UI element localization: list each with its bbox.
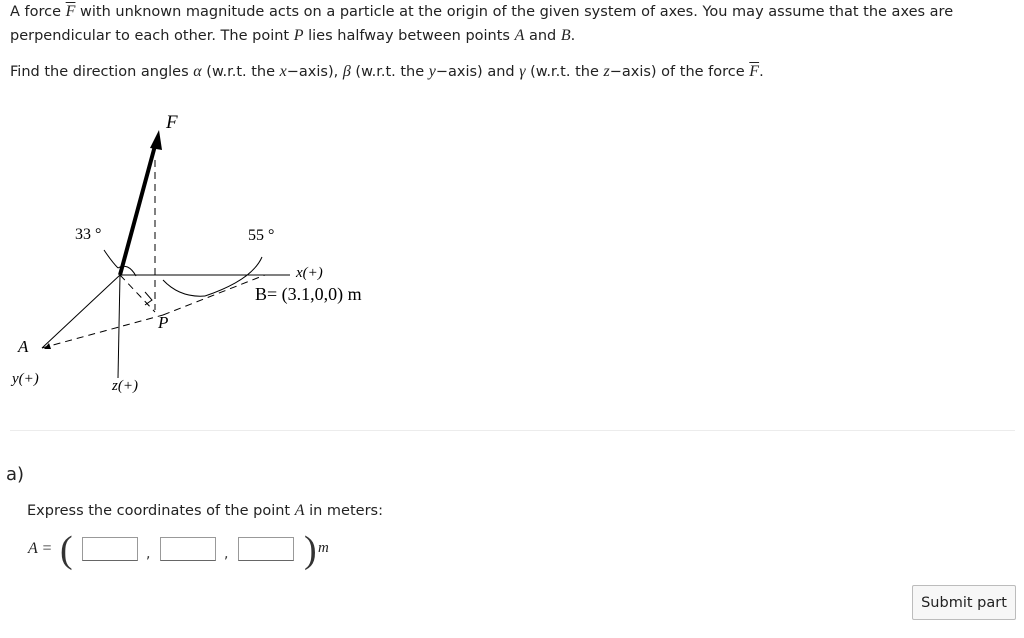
label-angle-55: 55 ° bbox=[248, 227, 275, 244]
close-paren: ) bbox=[304, 529, 317, 571]
label-x-axis: x(+) bbox=[296, 265, 323, 281]
coordinate-x-input[interactable] bbox=[82, 537, 138, 561]
label-angle-33: 33 ° bbox=[75, 226, 102, 243]
point-b-symbol: B bbox=[560, 27, 571, 44]
comma: , bbox=[146, 546, 151, 562]
point-a-marker bbox=[44, 343, 51, 349]
force-symbol: $\overline{F}$ bbox=[65, 3, 76, 20]
text: −axis) of the force bbox=[609, 64, 750, 80]
comma: , bbox=[224, 546, 229, 562]
angle-leader-55 bbox=[205, 257, 262, 296]
text: Find the direction angles bbox=[10, 64, 194, 80]
problem-paragraph-2 bbox=[10, 60, 764, 84]
problem-paragraph-1 bbox=[10, 0, 1015, 48]
line-p-to-b bbox=[163, 275, 265, 315]
text: (w.r.t. the bbox=[201, 64, 280, 80]
alpha-symbol: α bbox=[193, 63, 202, 80]
label-point-p: P bbox=[158, 313, 169, 332]
angle-leader-33 bbox=[104, 250, 118, 268]
label-point-a: A bbox=[18, 337, 29, 356]
text: (w.r.t. the bbox=[525, 64, 604, 80]
z-symbol: z bbox=[603, 63, 610, 80]
unit-label: m bbox=[318, 540, 329, 556]
label-point-b: B= (3.1,0,0) m bbox=[255, 284, 362, 304]
part-label: a) bbox=[6, 464, 25, 485]
coordinate-y-input[interactable] bbox=[160, 537, 216, 561]
problem-statement bbox=[10, 0, 1015, 80]
section-divider bbox=[10, 430, 1015, 431]
label-f: F bbox=[166, 112, 178, 133]
text: −axis) and bbox=[435, 64, 520, 80]
beta-symbol: β bbox=[342, 63, 351, 80]
submit-part-button[interactable]: Submit part bbox=[912, 585, 1016, 620]
z-axis-line bbox=[118, 275, 120, 378]
part-instruction: Express the coordinates of the point A in meters: bbox=[27, 502, 383, 519]
label-y-axis: y(+) bbox=[12, 371, 39, 387]
label-z-axis: z(+) bbox=[112, 378, 138, 394]
force-vector bbox=[120, 142, 156, 275]
text: . bbox=[759, 64, 764, 80]
x-symbol: x bbox=[279, 63, 287, 80]
y-symbol: y bbox=[428, 63, 436, 80]
text: and bbox=[524, 28, 561, 44]
answer-variable: A = bbox=[28, 540, 53, 557]
text: (w.r.t. the bbox=[350, 64, 429, 80]
point-p-symbol: P bbox=[293, 27, 304, 44]
text: A force bbox=[10, 4, 66, 20]
open-paren: ( bbox=[60, 529, 73, 571]
force-diagram bbox=[0, 105, 400, 405]
force-symbol: $\overline{F}$ bbox=[749, 63, 760, 80]
text: −axis), bbox=[286, 64, 343, 80]
text: . bbox=[570, 28, 576, 44]
angle-arc-55 bbox=[163, 280, 205, 296]
line-origin-to-p bbox=[120, 275, 155, 312]
text: with unknown magnitude acts on a particle at the origin of the given system of axes. You may assume that the axes are perpendicular to each other. The point bbox=[10, 4, 954, 44]
text: lies halfway between points bbox=[303, 28, 515, 44]
coordinate-z-input[interactable] bbox=[238, 537, 294, 561]
point-a-symbol: A bbox=[514, 27, 525, 44]
force-arrowhead bbox=[150, 130, 162, 150]
gamma-symbol: γ bbox=[519, 63, 526, 80]
